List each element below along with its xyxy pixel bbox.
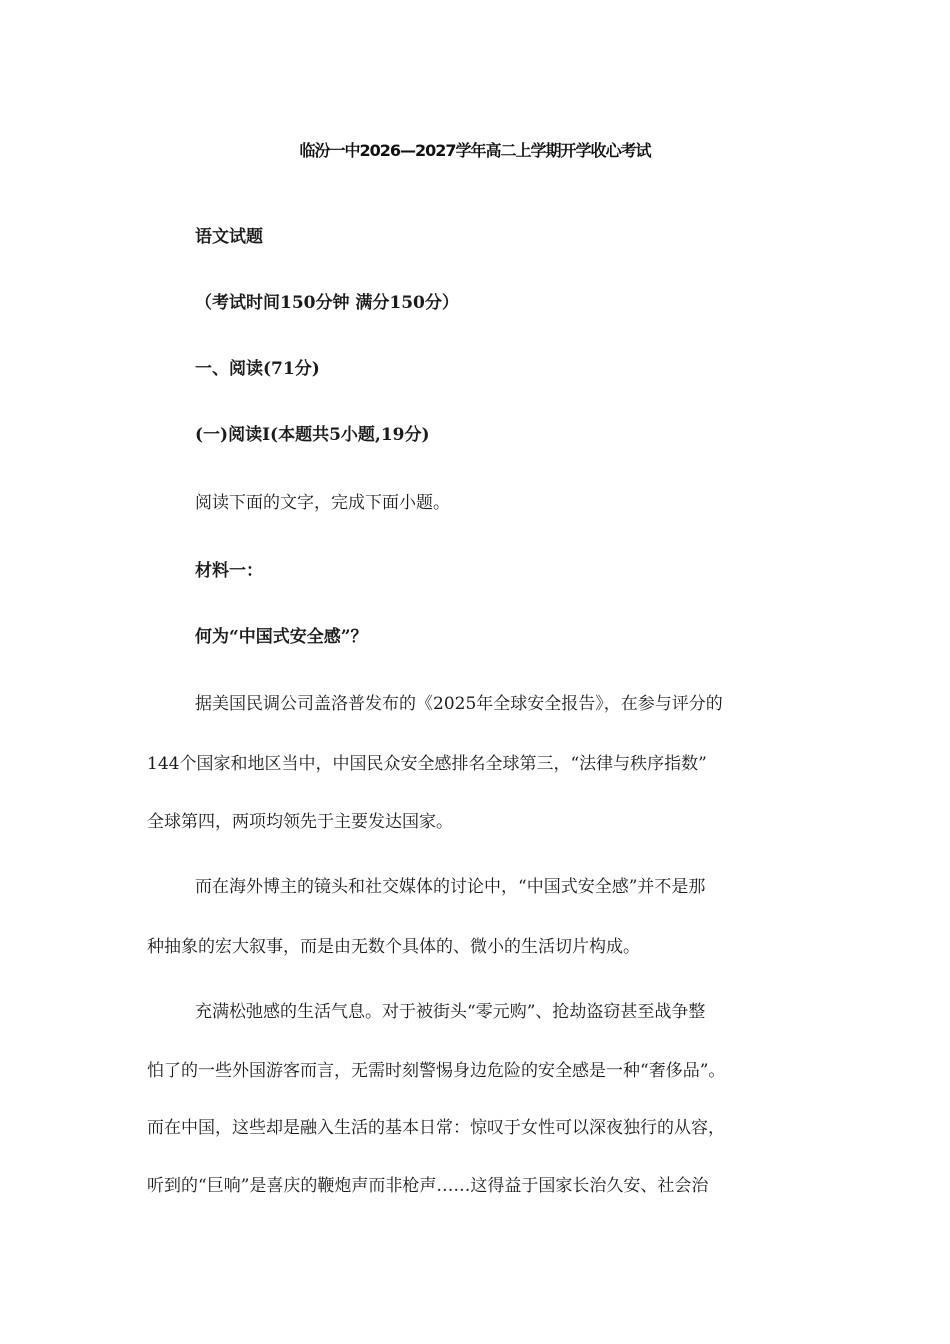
exam-title: 临汾一中2026—2027学年高二上学期开学收心考试 [299, 141, 651, 160]
instruction-text: 阅读下面的文字，完成下面小题。 [195, 493, 450, 513]
paragraph-2-line-2: 种抽象的宏大叙事，而是由无数个具体的、微小的生活切片构成。 [147, 937, 640, 957]
paragraph-2-line-1: 而在海外博主的镜头和社交媒体的讨论中，“中国式安全感”并不是那 [195, 877, 706, 897]
paragraph-3-line-3: 而在中国，这些却是融入生活的基本日常：惊叹于女性可以深夜独行的从容， [147, 1118, 725, 1138]
paragraph-3-line-1: 充满松弛感的生活气息。对于被街头“零元购”、抢劫盗窃甚至战争整 [195, 1002, 706, 1022]
section-heading: 一、阅读(71分) [195, 359, 320, 379]
subsection-heading: (一)阅读Ⅰ(本题共5小题,19分) [195, 425, 430, 445]
paragraph-3-line-4: 听到的“巨响”是喜庆的鞭炮声而非枪声……这得益于国家长治久安、社会治 [147, 1176, 709, 1196]
subject-heading: 语文试题 [195, 227, 263, 247]
paragraph-1-line-1: 据美国民调公司盖洛普发布的《2025年全球安全报告》，在参与评分的 [195, 694, 723, 714]
article-title: 何为“中国式安全感”？ [195, 627, 368, 647]
paragraph-1-line-2: 144个国家和地区当中，中国民众安全感排名全球第三，“法律与秩序指数” [147, 754, 707, 774]
exam-info: （考试时间150分钟 满分150分） [195, 293, 459, 313]
paragraph-3-line-2: 怕了的一些外国游客而言，无需时刻警惕身边危险的安全感是一种“奢侈品”。 [147, 1061, 726, 1081]
paragraph-1-line-3: 全球第四，两项均领先于主要发达国家。 [147, 812, 453, 832]
material-label: 材料一： [195, 561, 263, 581]
